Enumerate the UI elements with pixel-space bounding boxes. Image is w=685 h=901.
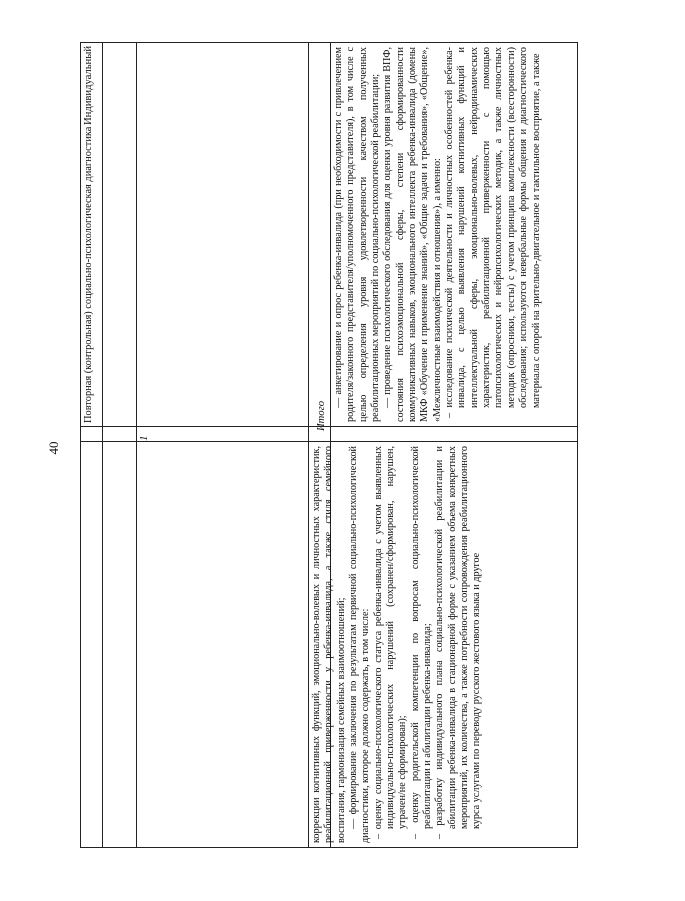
repeat-diagnostics-title: Повторная (контрольная) социально-психологическая диагностика <box>83 126 94 423</box>
paragraph: — формирование заключения по результатам первичной социально-психологической диагностики, которое должно содержать, в том числе: <box>348 446 372 843</box>
total-row <box>316 400 577 441</box>
total-value: 1 <box>138 435 150 441</box>
bottom-description <box>333 47 543 422</box>
bottom-description-cell <box>331 43 577 426</box>
paragraph: – оценку социально-психологического статуса ребенка-инвалида с учетом выявленных индивидуально-психологических нарушений (сохранен/сформирован, нарушен, утрачен/не сформирован); <box>372 446 409 839</box>
paragraph: — проведение психологического обследования для оценки уровня развития ВПФ, состояния психоэмоциональной сферы, степени сформированности коммуникативных навыков, эмоционального интеллекта ребенка-инвалида (домены МКФ «Обучение и применение знаний», «Общие задачи и требования», «Общение», «Межличностные взаимодействия и отношения»), а именно: <box>382 47 443 422</box>
repeat-diagnostics-label-cell <box>265 846 685 858</box>
paragraph: – оценку родительской компетенции по вопросам социально-психологической реабилитации и абилитации ребенка-инвалида; <box>409 446 434 839</box>
total-label: Итого <box>316 400 327 431</box>
service-table <box>80 42 578 848</box>
paragraph: – разработку индивидуального плана социально-психологической реабилитации и абилитации ребенка-инвалида в стационарной форме с указанием объема конкретных мероприятий, их количества, а также потребности сопровождения реабилитационного курса услугами по переводу русского жестового языка и другое <box>434 446 483 839</box>
table-border-bottom <box>577 42 578 848</box>
paragraph: – исследование психической деятельности и личностных особенностей ребенка-инвалида, с целью выявления нарушений когнитивных функций и интеллектуальной сферы, эмоционально-волевых, нейродинамических характеристик, реабилитационной приверженности с помощью патопсихологических и нейропсихологических методик, а также личностных методик (опросники, тесты) с учетом принципа комплексности (всесторонности) обследования; используются невербальные формы общения и диагностического материала с опорой на зрительно-двигательное и тактильное восприятие, а также <box>444 47 542 418</box>
top-description <box>311 446 484 843</box>
total-value-cell <box>137 427 308 441</box>
table-divider-column2 <box>136 42 137 848</box>
form-individual-label: Индивидуальный <box>83 46 94 125</box>
page-number: 40 <box>46 441 61 455</box>
paragraph: коррекции когнитивных функций, эмоционально-волевых и личностных характеристик, реабилитационной приверженности у ребенка-инвалида, а также стиля семейного воспитания, гармонизация семейных взаимоотношений; <box>311 446 347 843</box>
paragraph: — анкетирование и опрос ребенка-инвалида (при необходимости с привлечением родителя/законного представителя/уполномоченного представителя), в том числе с целью определения уровня удовлетворенности качеством полученных реабилитационных мероприятий по социально-психологической реабилитации; <box>333 47 382 422</box>
top-description-cell <box>309 442 577 847</box>
